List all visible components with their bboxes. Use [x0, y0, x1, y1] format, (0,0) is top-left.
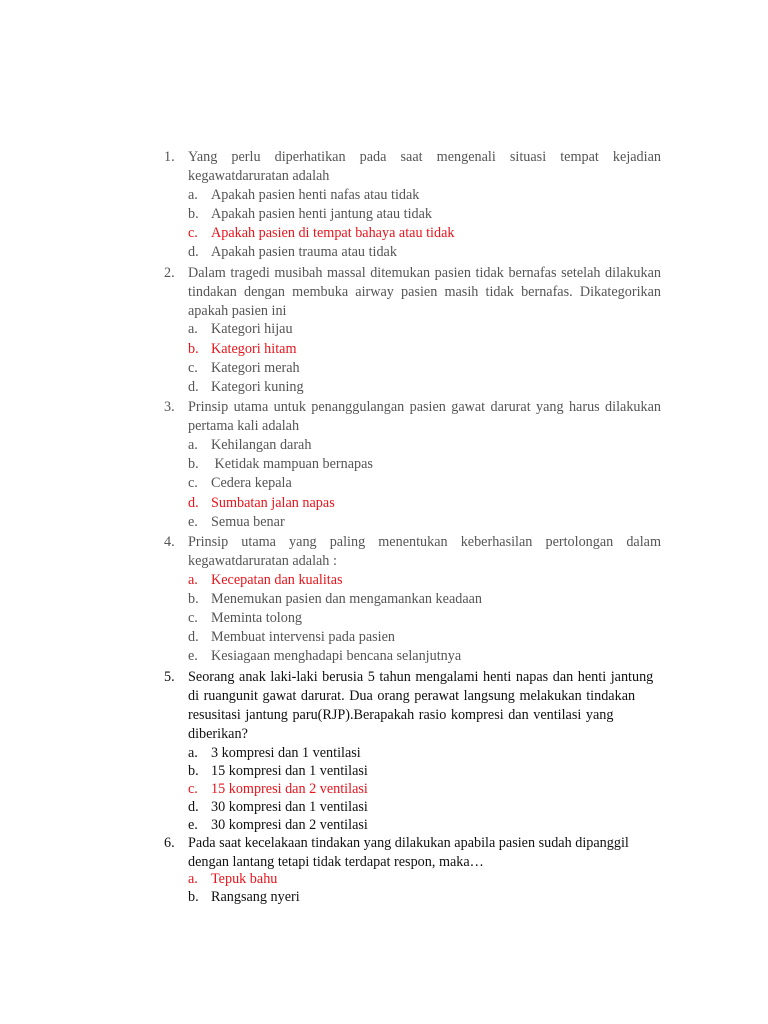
option-letter: c. — [188, 475, 198, 491]
option-text: 30 kompresi dan 1 ventilasi — [211, 799, 368, 815]
option-a — [188, 436, 311, 455]
option-b — [188, 455, 373, 474]
question-number: 6. — [164, 835, 175, 851]
option-a — [188, 186, 419, 205]
option-letter: d. — [188, 379, 199, 395]
option-letter: a. — [188, 871, 198, 887]
option-text: Apakah pasien henti nafas atau tidak — [211, 187, 420, 203]
option-letter: e. — [188, 648, 198, 664]
option-text: Apakah pasien trauma atau tidak — [211, 244, 397, 260]
option-text: Rangsang nyeri — [211, 889, 300, 905]
option-c-correct — [188, 224, 454, 243]
option-letter: d. — [188, 244, 199, 260]
option-text: Tepuk bahu — [211, 871, 278, 887]
option-letter: b. — [188, 206, 199, 222]
option-letter: c. — [188, 610, 198, 626]
option-d — [188, 378, 304, 397]
option-text: Meminta tolong — [211, 610, 303, 626]
option-b — [188, 205, 432, 224]
option-letter: d. — [188, 495, 199, 511]
option-e — [188, 816, 368, 835]
option-text: Menemukan pasien dan mengamankan keadaan — [211, 591, 483, 607]
option-letter: a. — [188, 187, 198, 203]
option-text: Kehilangan darah — [211, 437, 312, 453]
option-text: Cedera kepala — [211, 475, 292, 491]
option-text: Apakah pasien di tempat bahaya atau tidak — [211, 225, 455, 241]
option-c-correct — [188, 780, 368, 799]
option-text: 30 kompresi dan 2 ventilasi — [211, 817, 368, 833]
option-text: Kategori hitam — [211, 341, 297, 357]
option-b-correct — [188, 340, 297, 359]
option-letter: a. — [188, 321, 198, 337]
option-c — [188, 609, 302, 628]
option-letter: d. — [188, 799, 199, 815]
question-text: Dalam tragedi musibah massal ditemukan pasien tidak bernafas setelah dilakukan tindakan dengan membuka airway pasien masih tidak bernafas. Dikategorikan apakah pasien ini — [188, 265, 661, 319]
question-text: Prinsip utama untuk penanggulangan pasien gawat darurat yang harus dilakukan pertama kali adalah — [188, 399, 661, 434]
option-text: Semua benar — [211, 514, 285, 530]
option-d — [188, 243, 397, 262]
option-a — [188, 744, 361, 763]
question-number: 4. — [164, 534, 175, 550]
option-d-correct — [188, 494, 335, 513]
question-number: 5. — [164, 669, 175, 685]
option-letter: b. — [188, 763, 199, 779]
option-d — [188, 798, 368, 817]
option-text: Kategori hijau — [211, 321, 293, 337]
question-text: Prinsip utama yang paling menentukan keberhasilan pertolongan dalam kegawatdaruratan adalah : — [188, 534, 661, 569]
question-text: Yang perlu diperhatikan pada saat mengenali situasi tempat kejadian kegawatdaruratan adalah — [188, 149, 661, 184]
option-text: Kecepatan dan kualitas — [211, 572, 343, 588]
option-text: Kesiagaan menghadapi bencana selanjutnya — [211, 648, 462, 664]
option-d — [188, 628, 395, 647]
option-letter: b. — [188, 456, 199, 472]
option-b — [188, 762, 368, 781]
option-e — [188, 513, 285, 532]
option-a-correct — [188, 870, 277, 889]
question-text: Pada saat kecelakaan tindakan yang dilakukan apabila pasien sudah dipanggil dengan lantang tetapi tidak terdapat respon, maka… — [188, 835, 629, 870]
option-letter: c. — [188, 360, 198, 376]
option-letter: a. — [188, 437, 198, 453]
option-text: 15 kompresi dan 1 ventilasi — [211, 763, 368, 779]
option-letter: a. — [188, 745, 198, 761]
option-letter: c. — [188, 225, 198, 241]
question-number: 2. — [164, 265, 175, 281]
option-letter: e. — [188, 514, 198, 530]
option-c — [188, 359, 300, 378]
option-letter: e. — [188, 817, 198, 833]
option-letter: b. — [188, 341, 199, 357]
question-number: 1. — [164, 149, 175, 165]
option-letter: d. — [188, 629, 199, 645]
option-text: 15 kompresi dan 2 ventilasi — [211, 781, 368, 797]
option-c — [188, 474, 292, 493]
option-letter: a. — [188, 572, 198, 588]
option-a — [188, 320, 293, 339]
option-text: Kategori kuning — [211, 379, 304, 395]
option-e — [188, 647, 461, 666]
option-text: 3 kompresi dan 1 ventilasi — [211, 745, 361, 761]
option-letter: b. — [188, 591, 199, 607]
option-a-correct — [188, 571, 343, 590]
option-text: Apakah pasien henti jantung atau tidak — [211, 206, 433, 222]
option-letter: c. — [188, 781, 198, 797]
question-number: 3. — [164, 399, 175, 415]
option-text: Membuat intervensi pada pasien — [211, 629, 395, 645]
question-text: Seorang anak laki-laki berusia 5 tahun mengalami henti napas dan henti jantung di ruangunit gawat darurat. Dua orang perawat langsung melakukan tindakan resusitasi jantung paru(RJP).Berapakah rasio kompresi dan ventilasi yang diberikan? — [188, 669, 654, 742]
option-letter: b. — [188, 889, 199, 905]
option-text: Kategori merah — [211, 360, 300, 376]
option-text: Sumbatan jalan napas — [211, 495, 335, 511]
option-text: Ketidak mampuan bernapas — [211, 456, 373, 472]
option-b — [188, 888, 300, 907]
option-b — [188, 590, 482, 609]
